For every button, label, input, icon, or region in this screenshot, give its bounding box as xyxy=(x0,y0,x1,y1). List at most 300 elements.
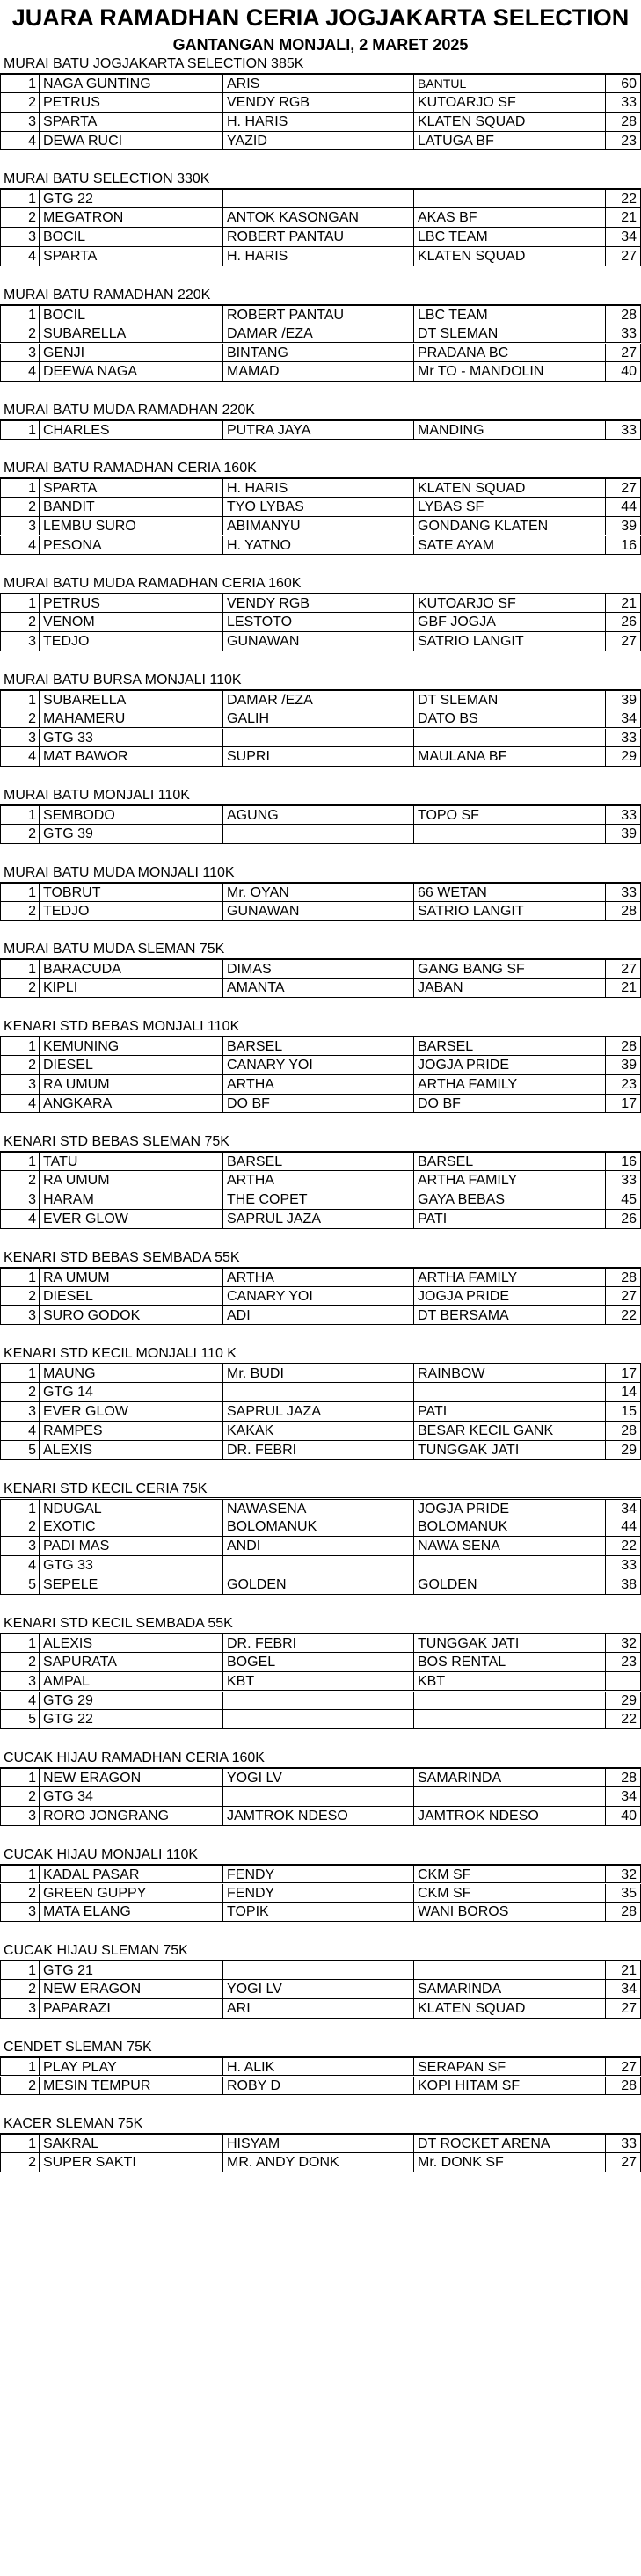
team-cell: GOLDEN xyxy=(413,1575,605,1594)
table-row xyxy=(0,747,641,767)
points-cell: 22 xyxy=(605,1537,641,1555)
table-row xyxy=(0,959,641,979)
rank-cell: 1 xyxy=(0,1364,39,1382)
table-row xyxy=(0,1556,641,1575)
points-cell: 39 xyxy=(605,517,641,535)
rank-cell: 4 xyxy=(0,536,39,555)
team-cell: TUNGGAK JATI xyxy=(413,1441,605,1459)
rank-cell: 2 xyxy=(0,979,39,997)
table-row xyxy=(0,324,641,344)
rank-cell: 2 xyxy=(0,709,39,728)
bird-name-cell: GTG 22 xyxy=(39,1710,222,1728)
team-cell: MAULANA BF xyxy=(413,747,605,766)
owner-cell: DR. FEBRI xyxy=(222,1634,413,1652)
team-cell: DT BERSAMA xyxy=(413,1306,605,1325)
bird-name-cell: CHARLES xyxy=(39,421,222,439)
bird-name-cell: DEWA RUCI xyxy=(39,132,222,150)
team-cell: KBT xyxy=(413,1672,605,1691)
table-row xyxy=(0,1402,641,1422)
points-cell: 21 xyxy=(605,1961,641,1979)
bird-name-cell: RA UMUM xyxy=(39,1171,222,1190)
table-row xyxy=(0,93,641,113)
bird-name-cell: SEPELE xyxy=(39,1575,222,1594)
class-header xyxy=(0,459,641,478)
rank-cell: 3 xyxy=(0,1807,39,1825)
points-cell: 28 xyxy=(605,306,641,324)
bird-name-cell: MAHAMERU xyxy=(39,709,222,728)
rank-cell: 2 xyxy=(0,1287,39,1306)
team-cell xyxy=(413,1556,605,1575)
points-cell: 45 xyxy=(605,1190,641,1209)
rank-cell: 4 xyxy=(0,1692,39,1710)
table-row xyxy=(0,1653,641,1672)
points-cell: 32 xyxy=(605,1866,641,1883)
bird-name-cell: ALEXIS xyxy=(39,1441,222,1459)
class-header xyxy=(0,2038,641,2057)
points-cell: 28 xyxy=(605,1769,641,1786)
owner-cell: SAPRUL JAZA xyxy=(222,1402,413,1421)
team-cell: NAWA SENA xyxy=(413,1537,605,1555)
team-cell: DT SLEMAN xyxy=(413,691,605,709)
points-cell: 16 xyxy=(605,536,641,555)
class-header xyxy=(0,863,641,883)
table-row xyxy=(0,1980,641,1999)
table-row xyxy=(0,1383,641,1402)
rank-cell: 3 xyxy=(0,1903,39,1921)
bird-name-cell: GTG 14 xyxy=(39,1383,222,1401)
table-row xyxy=(0,1364,641,1383)
table-row xyxy=(0,1768,641,1787)
rank-cell: 4 xyxy=(0,132,39,150)
table-row xyxy=(0,1037,641,1056)
points-cell: 34 xyxy=(605,1980,641,1998)
bird-name-cell: GTG 29 xyxy=(39,1692,222,1710)
rank-cell: 3 xyxy=(0,1672,39,1691)
table-row xyxy=(0,902,641,921)
table-row xyxy=(0,1152,641,1171)
owner-cell xyxy=(222,1787,413,1806)
points-cell: 28 xyxy=(605,2077,641,2095)
class-name: MURAI BATU RAMADHAN 220K xyxy=(4,287,211,302)
points-cell: 27 xyxy=(605,632,641,651)
points-cell: 35 xyxy=(605,1884,641,1903)
table-row xyxy=(0,74,641,93)
rank-cell: 2 xyxy=(0,1517,39,1536)
class-header xyxy=(0,170,641,189)
team-cell: LATUGA BF xyxy=(413,132,605,150)
points-cell: 17 xyxy=(605,1364,641,1382)
rank-cell: 1 xyxy=(0,75,39,92)
owner-cell: YOGI LV xyxy=(222,1980,413,1998)
owner-cell: TOPIK xyxy=(222,1903,413,1921)
bird-name-cell: KEMUNING xyxy=(39,1037,222,1055)
points-cell: 60 xyxy=(605,75,641,92)
class-name: MURAI BATU JOGJAKARTA SELECTION 385K xyxy=(4,56,304,71)
rank-cell: 1 xyxy=(0,594,39,612)
table-row xyxy=(0,825,641,844)
points-cell: 16 xyxy=(605,1153,641,1170)
team-cell: LYBAS SF xyxy=(413,498,605,516)
bird-name-cell: TOBRUT xyxy=(39,884,222,901)
class-header xyxy=(0,286,641,305)
bird-name-cell: BARACUDA xyxy=(39,960,222,978)
points-cell: 17 xyxy=(605,1095,641,1113)
class-name: MURAI BATU RAMADHAN CERIA 160K xyxy=(4,460,257,476)
team-cell: PATI xyxy=(413,1210,605,1228)
table-row xyxy=(0,2057,641,2077)
owner-cell: SUPRI xyxy=(222,747,413,766)
points-cell: 33 xyxy=(605,93,641,112)
bird-name-cell: SURO GODOK xyxy=(39,1306,222,1325)
class-name: CENDET SLEMAN 75K xyxy=(4,2039,152,2055)
team-cell xyxy=(413,1692,605,1710)
bird-name-cell: PADI MAS xyxy=(39,1537,222,1555)
table-row xyxy=(0,1999,641,2019)
class-name: KENARI STD BEBAS SEMBADA 55K xyxy=(4,1249,240,1265)
points-cell: 39 xyxy=(605,825,641,843)
points-cell: 44 xyxy=(605,498,641,516)
rank-cell: 4 xyxy=(0,1095,39,1113)
points-cell: 28 xyxy=(605,113,641,131)
class-name: MURAI BATU MUDA MONJALI 110K xyxy=(4,864,235,880)
bird-name-cell: TATU xyxy=(39,1153,222,1170)
table-row xyxy=(0,1268,641,1287)
table-row xyxy=(0,1190,641,1210)
table-row xyxy=(0,1056,641,1075)
rank-cell: 3 xyxy=(0,1999,39,2018)
team-cell: JOGJA PRIDE xyxy=(413,1500,605,1517)
rank-cell: 1 xyxy=(0,1500,39,1517)
table-row xyxy=(0,1884,641,1903)
team-cell xyxy=(413,1383,605,1401)
owner-cell: ARIS xyxy=(222,75,413,92)
points-cell: 27 xyxy=(605,960,641,978)
points-cell: 29 xyxy=(605,1692,641,1710)
bird-name-cell: SPARTA xyxy=(39,113,222,131)
bird-name-cell: GTG 33 xyxy=(39,729,222,747)
rank-cell: 4 xyxy=(0,747,39,766)
rank-cell: 3 xyxy=(0,729,39,747)
owner-cell: AMANTA xyxy=(222,979,413,997)
table-row xyxy=(0,2134,641,2153)
rank-cell: 1 xyxy=(0,2135,39,2152)
class-header xyxy=(0,1614,641,1634)
rank-cell: 2 xyxy=(0,498,39,516)
points-cell: 14 xyxy=(605,1383,641,1401)
team-cell: CKM SF xyxy=(413,1884,605,1903)
team-cell: ARTHA FAMILY xyxy=(413,1269,605,1286)
rank-cell: 1 xyxy=(0,1961,39,1979)
bird-name-cell: SEMBODO xyxy=(39,806,222,824)
bird-name-cell: PLAY PLAY xyxy=(39,2058,222,2076)
owner-cell: Mr. OYAN xyxy=(222,884,413,901)
class-header xyxy=(0,1248,641,1268)
points-cell: 27 xyxy=(605,2153,641,2172)
points-cell: 44 xyxy=(605,1517,641,1536)
class-header xyxy=(0,786,641,805)
rank-cell: 3 xyxy=(0,1402,39,1421)
team-cell: BANTUL xyxy=(413,75,605,92)
bird-name-cell: BANDIT xyxy=(39,498,222,516)
bird-name-cell: MAUNG xyxy=(39,1364,222,1382)
table-row xyxy=(0,420,641,440)
rank-cell: 2 xyxy=(0,1980,39,1998)
table-row xyxy=(0,189,641,208)
rank-cell: 2 xyxy=(0,1653,39,1671)
class-header xyxy=(0,1941,641,1961)
bird-name-cell: DIESEL xyxy=(39,1287,222,1306)
team-cell: GANG BANG SF xyxy=(413,960,605,978)
rank-cell: 1 xyxy=(0,806,39,824)
table-row xyxy=(0,498,641,517)
bird-name-cell: GREEN GUPPY xyxy=(39,1884,222,1903)
bird-name-cell: NEW ERAGON xyxy=(39,1769,222,1786)
points-cell: 27 xyxy=(605,2058,641,2076)
team-cell: LBC TEAM xyxy=(413,306,605,324)
team-cell: SAMARINDA xyxy=(413,1769,605,1786)
owner-cell: LESTOTO xyxy=(222,613,413,631)
rank-cell: 3 xyxy=(0,344,39,362)
table-row xyxy=(0,1422,641,1441)
table-row xyxy=(0,344,641,363)
rank-cell: 2 xyxy=(0,1787,39,1806)
bird-name-cell: PESONA xyxy=(39,536,222,555)
table-row xyxy=(0,536,641,556)
team-cell: AKAS BF xyxy=(413,208,605,227)
table-row xyxy=(0,247,641,266)
points-cell: 22 xyxy=(605,1710,641,1728)
rank-cell: 5 xyxy=(0,1441,39,1459)
bird-name-cell: SPARTA xyxy=(39,479,222,497)
points-cell: 27 xyxy=(605,247,641,266)
bird-name-cell: BOCIL xyxy=(39,228,222,246)
points-cell: 33 xyxy=(605,729,641,747)
table-row xyxy=(0,1306,641,1326)
table-row xyxy=(0,729,641,748)
points-cell: 21 xyxy=(605,979,641,997)
owner-cell: Mr. BUDI xyxy=(222,1364,413,1382)
table-row xyxy=(0,228,641,247)
points-cell xyxy=(605,1672,641,1691)
rank-cell: 4 xyxy=(0,1556,39,1575)
table-row xyxy=(0,709,641,729)
bird-name-cell: GTG 34 xyxy=(39,1787,222,1806)
bird-name-cell: SUBARELLA xyxy=(39,691,222,709)
rank-cell: 1 xyxy=(0,190,39,207)
owner-cell: BARSEL xyxy=(222,1037,413,1055)
owner-cell: ARTHA xyxy=(222,1269,413,1286)
bird-name-cell: NAGA GUNTING xyxy=(39,75,222,92)
points-cell: 39 xyxy=(605,1056,641,1074)
table-row xyxy=(0,2077,641,2096)
points-cell: 28 xyxy=(605,902,641,921)
points-cell: 38 xyxy=(605,1575,641,1594)
team-cell: WANI BOROS xyxy=(413,1903,605,1921)
bird-name-cell: RA UMUM xyxy=(39,1269,222,1286)
points-cell: 21 xyxy=(605,594,641,612)
table-row xyxy=(0,305,641,324)
class-name: MURAI BATU MUDA SLEMAN 75K xyxy=(4,942,225,957)
table-row xyxy=(0,1171,641,1190)
owner-cell: BOGEL xyxy=(222,1653,413,1671)
owner-cell: GUNAWAN xyxy=(222,902,413,921)
rank-cell: 1 xyxy=(0,2058,39,2076)
table-row xyxy=(0,1537,641,1556)
owner-cell xyxy=(222,1961,413,1979)
table-row xyxy=(0,478,641,498)
team-cell: JOGJA PRIDE xyxy=(413,1056,605,1074)
class-name: KENARI STD KECIL CERIA 75K xyxy=(4,1481,208,1496)
class-header xyxy=(0,1132,641,1152)
points-cell: 28 xyxy=(605,1269,641,1286)
points-cell: 27 xyxy=(605,1999,641,2018)
owner-cell: MAMAD xyxy=(222,362,413,381)
rank-cell: 1 xyxy=(0,1037,39,1055)
rank-cell: 1 xyxy=(0,691,39,709)
team-cell: DATO BS xyxy=(413,709,605,728)
bird-name-cell: SUBARELLA xyxy=(39,324,222,343)
owner-cell: BARSEL xyxy=(222,1153,413,1170)
bird-name-cell: DEEWA NAGA xyxy=(39,362,222,381)
owner-cell: HISYAM xyxy=(222,2135,413,2152)
bird-name-cell: LEMBU SURO xyxy=(39,517,222,535)
team-cell: CKM SF xyxy=(413,1866,605,1883)
points-cell: 29 xyxy=(605,1441,641,1459)
rank-cell: 2 xyxy=(0,1056,39,1074)
bird-name-cell: NDUGAL xyxy=(39,1500,222,1517)
class-name: MURAI BATU MONJALI 110K xyxy=(4,788,190,804)
points-cell: 33 xyxy=(605,884,641,901)
team-cell: BARSEL xyxy=(413,1153,605,1170)
owner-cell: FENDY xyxy=(222,1884,413,1903)
owner-cell: DR. FEBRI xyxy=(222,1441,413,1459)
table-row xyxy=(0,1499,641,1518)
rank-cell: 2 xyxy=(0,825,39,843)
points-cell: 34 xyxy=(605,709,641,728)
bird-name-cell: PETRUS xyxy=(39,93,222,112)
team-cell: DO BF xyxy=(413,1095,605,1113)
class-name: KENARI STD KECIL MONJALI 110 K xyxy=(4,1346,237,1362)
team-cell xyxy=(413,1710,605,1728)
rank-cell: 3 xyxy=(0,1075,39,1094)
table-row xyxy=(0,1095,641,1114)
team-cell: BOS RENTAL xyxy=(413,1653,605,1671)
team-cell: BESAR KECIL GANK xyxy=(413,1422,605,1440)
owner-cell: ADI xyxy=(222,1306,413,1325)
table-row xyxy=(0,1692,641,1711)
class-header xyxy=(0,1480,641,1499)
owner-cell: ROBERT PANTAU xyxy=(222,228,413,246)
bird-name-cell: PAPARAZI xyxy=(39,1999,222,2018)
owner-cell: BINTANG xyxy=(222,344,413,362)
rank-cell: 2 xyxy=(0,208,39,227)
points-cell: 27 xyxy=(605,344,641,362)
team-cell: PATI xyxy=(413,1402,605,1421)
class-header xyxy=(0,1749,641,1768)
owner-cell: ROBY D xyxy=(222,2077,413,2095)
rank-cell: 3 xyxy=(0,113,39,131)
owner-cell xyxy=(222,1383,413,1401)
rank-cell: 2 xyxy=(0,93,39,112)
bird-name-cell: RA UMUM xyxy=(39,1075,222,1094)
class-name: KENARI STD BEBAS MONJALI 110K xyxy=(4,1019,240,1034)
team-cell xyxy=(413,729,605,747)
owner-cell: ABIMANYU xyxy=(222,517,413,535)
class-name: MURAI BATU SELECTION 330K xyxy=(4,171,210,187)
team-cell: MANDING xyxy=(413,421,605,439)
owner-cell: FENDY xyxy=(222,1866,413,1883)
team-cell: SATRIO LANGIT xyxy=(413,902,605,921)
team-cell: SATE AYAM xyxy=(413,536,605,555)
table-row xyxy=(0,113,641,132)
owner-cell: VENDY RGB xyxy=(222,594,413,612)
rank-cell: 1 xyxy=(0,306,39,324)
owner-cell: JAMTROK NDESO xyxy=(222,1807,413,1825)
team-cell xyxy=(413,1961,605,1979)
table-row xyxy=(0,1672,641,1692)
owner-cell: DAMAR /EZA xyxy=(222,324,413,343)
table-row xyxy=(0,2153,641,2172)
team-cell: LBC TEAM xyxy=(413,228,605,246)
class-header xyxy=(0,671,641,690)
points-cell: 27 xyxy=(605,479,641,497)
owner-cell: TYO LYBAS xyxy=(222,498,413,516)
team-cell: BARSEL xyxy=(413,1037,605,1055)
table-row xyxy=(0,1517,641,1537)
bird-name-cell: KIPLI xyxy=(39,979,222,997)
team-cell: ARTHA FAMILY xyxy=(413,1171,605,1190)
owner-cell: ANDI xyxy=(222,1537,413,1555)
owner-cell: AGUNG xyxy=(222,806,413,824)
page-subtitle: GANTANGAN MONJALI, 2 MARET 2025 xyxy=(172,36,469,54)
table-row xyxy=(0,632,641,651)
team-cell: KLATEN SQUAD xyxy=(413,247,605,266)
owner-cell: ARI xyxy=(222,1999,413,2018)
team-cell: SERAPAN SF xyxy=(413,2058,605,2076)
bird-name-cell: MAT BAWOR xyxy=(39,747,222,766)
owner-cell xyxy=(222,190,413,207)
bird-name-cell: DIESEL xyxy=(39,1056,222,1074)
points-cell: 21 xyxy=(605,208,641,227)
bird-name-cell: TEDJO xyxy=(39,902,222,921)
points-cell: 22 xyxy=(605,190,641,207)
points-cell: 33 xyxy=(605,806,641,824)
owner-cell: GUNAWAN xyxy=(222,632,413,651)
owner-cell: KBT xyxy=(222,1672,413,1691)
points-cell: 33 xyxy=(605,2135,641,2152)
class-name: CUCAK HIJAU RAMADHAN CERIA 160K xyxy=(4,1750,265,1766)
team-cell: DT ROCKET ARENA xyxy=(413,2135,605,2152)
points-cell: 22 xyxy=(605,1306,641,1325)
table-row xyxy=(0,517,641,536)
team-cell: SAMARINDA xyxy=(413,1980,605,1998)
rank-cell: 4 xyxy=(0,362,39,381)
class-name: KACER SLEMAN 75K xyxy=(4,2116,143,2132)
owner-cell: CANARY YOI xyxy=(222,1056,413,1074)
table-row xyxy=(0,1961,641,1980)
team-cell: KLATEN SQUAD xyxy=(413,479,605,497)
rank-cell: 3 xyxy=(0,632,39,651)
points-cell: 32 xyxy=(605,1634,641,1652)
points-cell: 33 xyxy=(605,324,641,343)
team-cell: Mr TO - MANDOLIN xyxy=(413,362,605,381)
bird-name-cell: GTG 22 xyxy=(39,190,222,207)
table-row xyxy=(0,1441,641,1460)
owner-cell: DAMAR /EZA xyxy=(222,691,413,709)
table-row xyxy=(0,1634,641,1653)
rank-cell: 4 xyxy=(0,1210,39,1228)
owner-cell xyxy=(222,1556,413,1575)
